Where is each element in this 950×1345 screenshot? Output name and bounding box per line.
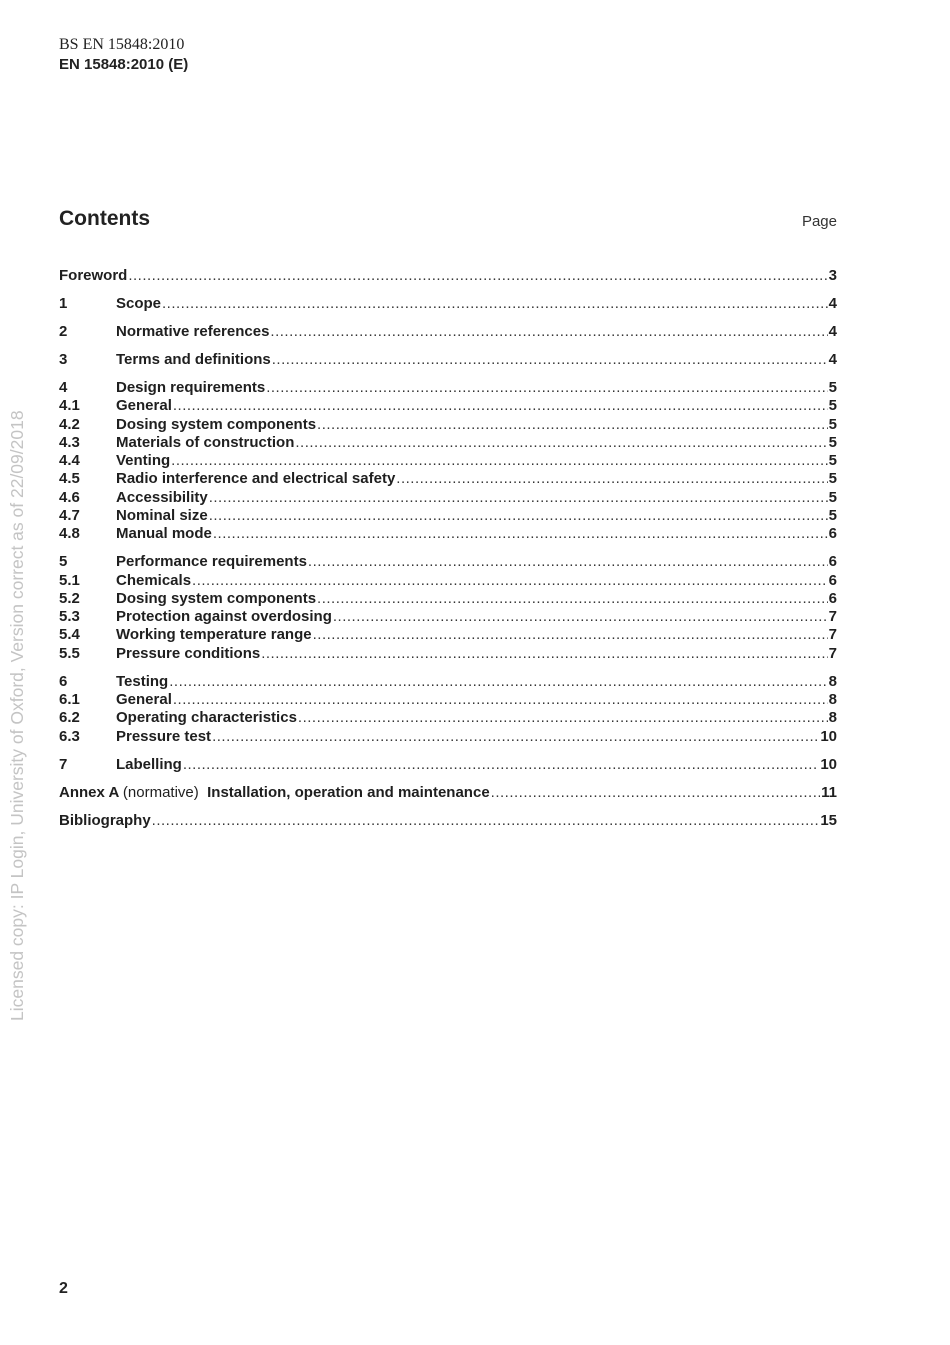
toc-entry-title: Accessibility — [116, 488, 208, 506]
toc-entry-page: 5 — [828, 378, 837, 396]
toc-entry-title: Pressure conditions — [116, 644, 261, 662]
dot-leader — [128, 267, 827, 285]
toc-entry-page: 4 — [828, 322, 837, 340]
toc-entry-number: 6.1 — [59, 691, 80, 709]
toc-entry-page: 5 — [828, 470, 837, 488]
toc-entry-title: Bibliography — [59, 811, 151, 829]
dot-leader — [313, 626, 828, 644]
dot-leader — [317, 416, 828, 434]
toc-entry[interactable] — [59, 416, 837, 434]
dot-leader — [209, 489, 828, 507]
toc-entry-number: 4.8 — [59, 525, 80, 543]
toc-entry[interactable] — [59, 608, 837, 626]
annex-type: (normative) — [122, 783, 199, 801]
toc-entry-number: 6.2 — [59, 709, 80, 727]
dot-leader — [212, 728, 819, 746]
toc-entry[interactable] — [59, 673, 837, 691]
toc-entry[interactable] — [59, 434, 837, 452]
toc-entry-title: Dosing system components — [116, 589, 317, 607]
dot-leader — [173, 691, 828, 709]
toc-entry[interactable] — [59, 756, 837, 774]
toc-entry-annex-a[interactable] — [59, 784, 837, 802]
toc-entry-foreword[interactable] — [59, 267, 837, 285]
toc-entry[interactable] — [59, 489, 837, 507]
toc-entry-title: Foreword — [59, 267, 128, 284]
toc-entry[interactable] — [59, 590, 837, 608]
dot-leader — [209, 507, 828, 525]
toc-entry-page: 7 — [828, 626, 837, 644]
toc-entry-number: 6.3 — [59, 727, 80, 745]
toc-entry-number: 5.5 — [59, 644, 80, 662]
toc-entry-page: 11 — [821, 783, 837, 801]
toc-entry-number: 4.3 — [59, 433, 80, 451]
toc-entry-number: 5.2 — [59, 589, 80, 607]
toc-entry-title: Protection against overdosing — [116, 608, 332, 626]
dot-leader — [491, 784, 820, 802]
toc-entry-page: 4 — [828, 350, 837, 368]
toc-entry-number: 4.4 — [59, 452, 80, 470]
toc-entry-page: 6 — [828, 589, 837, 607]
toc-entry-title: Chemicals — [116, 571, 192, 589]
toc-entry-title: Dosing system components — [116, 415, 317, 433]
toc-entry-title: Operating characteristics — [116, 709, 297, 727]
toc-entry-number: 6 — [59, 672, 68, 690]
dot-leader — [333, 608, 828, 626]
dot-leader — [308, 553, 828, 571]
dot-leader — [192, 572, 828, 590]
toc-entry-title: Performance requirements — [116, 553, 307, 571]
toc-entry-title: General — [116, 397, 172, 415]
annex-label: Annex A — [59, 783, 119, 801]
dot-leader — [213, 525, 828, 543]
toc-entry-title: Venting — [116, 452, 171, 470]
contents-heading: Contents — [59, 207, 150, 230]
dot-leader — [261, 645, 827, 663]
toc-entry[interactable] — [59, 470, 837, 488]
toc-entry-page: 5 — [828, 433, 837, 451]
dot-leader — [295, 434, 827, 452]
toc-entry-page: 8 — [828, 672, 837, 690]
page-number: 2 — [59, 1280, 68, 1297]
toc-entry[interactable] — [59, 728, 837, 746]
toc-entry-number: 2 — [59, 322, 68, 340]
toc-entry[interactable] — [59, 397, 837, 415]
dot-leader — [317, 590, 828, 608]
toc-entry-title: Normative references — [116, 322, 270, 340]
toc-entry-title — [59, 784, 490, 802]
toc-entry-page: 8 — [828, 709, 837, 727]
dot-leader — [162, 295, 828, 313]
toc-entry-title: General — [116, 691, 172, 709]
toc-entry-number: 4.2 — [59, 415, 80, 433]
toc-entry[interactable] — [59, 525, 837, 543]
toc-entry[interactable] — [59, 323, 837, 341]
toc-entry-page: 5 — [828, 507, 837, 525]
toc-entry-title: Working temperature range — [116, 626, 312, 644]
toc-entry[interactable] — [59, 507, 837, 525]
toc-entry-title: Radio interference and electrical safety — [116, 470, 396, 488]
toc-entry[interactable] — [59, 379, 837, 397]
toc-entry-number: 5.3 — [59, 608, 80, 626]
toc-entry[interactable] — [59, 691, 837, 709]
toc-entry-number: 3 — [59, 350, 68, 368]
toc-entry-number: 4.1 — [59, 397, 80, 415]
dot-leader — [266, 379, 827, 397]
dot-leader — [183, 756, 819, 774]
toc-entry-page: 6 — [828, 525, 837, 543]
dot-leader — [152, 812, 820, 830]
toc-entry-title: Testing — [116, 672, 169, 690]
toc-entry-number: 5.1 — [59, 571, 80, 589]
toc-entry-number: 5 — [59, 553, 68, 571]
toc-entry-number: 1 — [59, 294, 68, 312]
toc-entry-number: 5.4 — [59, 626, 80, 644]
toc-entry-title: Terms and definitions — [116, 350, 271, 368]
toc-entry[interactable] — [59, 351, 837, 369]
dot-leader — [396, 470, 827, 488]
toc-entry-page: 5 — [828, 397, 837, 415]
toc-entry-title: Pressure test — [116, 727, 212, 745]
dot-leader — [171, 452, 827, 470]
toc-entry[interactable] — [59, 572, 837, 590]
toc-entry-page: 7 — [828, 644, 837, 662]
dot-leader — [169, 673, 827, 691]
toc-entry-title: Scope — [116, 294, 162, 312]
standard-designation-en: EN 15848:2010 (E) — [59, 56, 189, 73]
toc-entry-page: 5 — [828, 415, 837, 433]
toc-entry-number: 4.6 — [59, 488, 80, 506]
toc-entry-page: 6 — [828, 553, 837, 571]
toc-entry-number: 4.5 — [59, 470, 80, 488]
toc-entry-page: 10 — [820, 755, 837, 773]
dot-leader — [173, 397, 828, 415]
toc-entry-page: 15 — [820, 811, 837, 829]
toc-entry[interactable] — [59, 295, 837, 313]
toc-entry-title: Labelling — [116, 755, 182, 773]
toc-entry-title: Materials of construction — [116, 433, 295, 451]
toc-entry-page: 3 — [828, 267, 837, 284]
toc-entry-number: 4.7 — [59, 507, 80, 525]
toc-entry[interactable] — [59, 626, 837, 644]
toc-entry-title: Nominal size — [116, 507, 208, 525]
toc-entry-title: Manual mode — [116, 525, 212, 543]
standard-designation-bs: BS EN 15848:2010 — [59, 36, 185, 53]
dot-leader — [298, 709, 828, 727]
toc-entry[interactable] — [59, 452, 837, 470]
toc-entry[interactable] — [59, 645, 837, 663]
license-watermark: Licensed copy: IP Login, University of Oxford, Version correct as of 22/09/2018 — [7, 410, 27, 1021]
toc-entry-page: 10 — [820, 727, 837, 745]
toc-entry-number: 4 — [59, 378, 68, 396]
toc-entry-page: 7 — [828, 608, 837, 626]
toc-entry-number: 7 — [59, 755, 68, 773]
toc-entry-page: 4 — [828, 294, 837, 312]
dot-leader — [272, 351, 828, 369]
toc-entry-page: 8 — [828, 691, 837, 709]
toc-entry-page: 5 — [828, 452, 837, 470]
table-of-contents — [59, 267, 837, 830]
dot-leader — [270, 323, 827, 341]
toc-entry-bibliography[interactable] — [59, 812, 837, 830]
toc-entry-page: 5 — [828, 488, 837, 506]
toc-entry-title: Design requirements — [116, 378, 266, 396]
toc-entry[interactable] — [59, 553, 837, 571]
annex-title: Installation, operation and maintenance — [207, 783, 490, 801]
toc-entry[interactable] — [59, 709, 837, 727]
page-column-label: Page — [801, 213, 837, 230]
toc-entry-page: 6 — [828, 571, 837, 589]
